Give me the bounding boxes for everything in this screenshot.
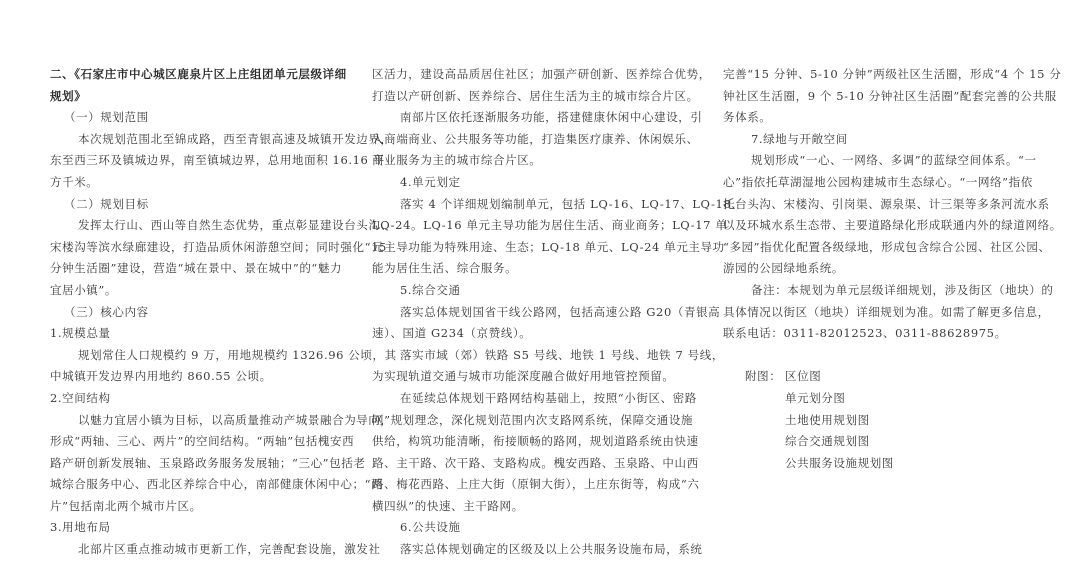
text-line: 入商端商业、公共服务等功能，打造集医疗康养、休闲娱乐、: [372, 131, 699, 146]
text-line: “多园”指优化配置各级绿地，形成包含综合公园、社区公园、: [723, 239, 1051, 254]
text-line: 路、主干路、次干路、支路构成。槐安西路、玉泉路、中山西: [372, 455, 699, 470]
remark-line: 具体情况以街区（地块）详细规划为准。如需了解更多信息，: [723, 304, 1050, 319]
text-line: 落实 4 个详细规划编制单元，包括 LQ-16、LQ-17、LQ-18、: [400, 196, 744, 211]
text-line: 元主导功能为特殊用途、生态；LQ-18 单元、LQ-24 单元主导功: [372, 239, 725, 254]
text-line: 片”包括南北两个城市片区。: [50, 498, 202, 513]
text-line: 横四纵”的快速、主干路网。: [372, 498, 524, 513]
appendix-item: 土地使用规划图: [785, 412, 870, 427]
subheading-goal: （二）规划目标: [64, 196, 149, 211]
text-line: 南部片区依托逐渐服务功能，搭建健康休闲中心建设，引: [400, 110, 703, 125]
text-line: 为实现轨道交通与城市功能深度融合做好用地管控预留。: [372, 369, 675, 384]
spacer: [723, 345, 1058, 367]
subheading-scope: （一）规划范围: [64, 110, 149, 125]
text-line: 打造以产研创新、医养综合、居住生活为主的城市综合片区。: [372, 88, 699, 103]
text-line: 能为居住生活、综合服务。: [372, 261, 518, 276]
appendix-row: [723, 366, 1058, 388]
item-heading: 7.绿地与开敞空间: [751, 131, 848, 146]
text-line: 规划常住人口规模约 9 万，用地规模约 1326.96 公顷，其: [78, 347, 397, 362]
item-heading: 6.公共设施: [400, 520, 461, 535]
item-heading: 1.规模总量: [50, 326, 111, 341]
text-line: 宋楼沟等滨水绿廊建设，打造品质休闲游憩空间；同时强化“15: [50, 239, 387, 254]
text-line: 落实市域（郊）铁路 S5 号线、地铁 1 号线、地铁 7 号线，: [400, 347, 724, 362]
item-heading: 5.综合交通: [400, 282, 461, 297]
text-line: 路、梅花西路、上庄大街（原铜大街），上庄东街等，构成“六: [372, 477, 700, 492]
text-line: 发挥太行山、西山等自然生态优势，重点彰显建设台头沟、: [78, 218, 393, 233]
text-line: 务体系。: [723, 110, 772, 125]
item-heading: 3.用地布局: [50, 520, 111, 535]
appendix-item: 区位图: [785, 369, 822, 384]
text-line: 北部片区重点推动城市更新工作，完善配套设施，激发社: [78, 542, 381, 557]
text-line: 游园的公园绿地系统。: [723, 261, 844, 276]
text-line: 完善“15 分钟、5-10 分钟”两级社区生活圈，形成“4 个 15 分: [723, 67, 1062, 81]
text-line: 在延续总体规划干路网结构基础上，按照“小街区、密路: [400, 390, 697, 405]
text-line: 落实总体规划确定的区级及以上公共服务设施布局，系统: [400, 542, 703, 557]
text-line: 心”指依托草湖湿地公园构建城市生态绿心。“一网络”指依: [723, 174, 1033, 189]
text-line: 钟社区生活圈，9 个 5-10 分钟社区生活圈”配套完善的公共服: [723, 88, 1057, 103]
text-line: 中城镇开发边界内用地约 860.55 公顷。: [50, 369, 272, 384]
item-heading: 4.单元划定: [400, 174, 461, 189]
appendix-item: 单元划分图: [785, 390, 846, 405]
appendix-list: [723, 366, 1058, 474]
text-line: 规划形成“一心、一网络、多调”的蓝绿空间体系。“一: [751, 153, 1037, 168]
remark-line: 备注：本规划为单元层级详细规划，涉及街区（地块）的: [751, 282, 1054, 297]
text-line: 以及环城水系生态带、主要道路绿化形成联通内外的绿道网络。: [723, 218, 1062, 233]
section-title-cont: 规划》: [50, 88, 87, 103]
appendix-item: 综合交通规划图: [785, 434, 870, 449]
text-line: 形成“两轴、三心、两片”的空间结构。“两轴”包括槐安西: [50, 434, 355, 449]
text-line: 分钟生活圈”建设，营造“城在景中、景在城中”的“魅力: [50, 261, 343, 276]
text-line: 落实总体规划国省干线公路网，包括高速公路 G20（青银高: [400, 304, 721, 319]
section-title: 二、《石家庄市中心城区鹿泉片区上庄组团单元层级详细: [50, 67, 347, 81]
text-line: 城综合服务中心、西北区养综合中心，南部健康休闲中心；“两: [50, 477, 384, 492]
text-line: 东至西三环及镇城边界，南至镇城边界，总用地面积 16.16 平: [50, 153, 385, 168]
text-line: 宜居小镇”。: [50, 282, 117, 297]
text-line: 商业服务为主的城市综合片区。: [372, 153, 542, 168]
text-line: 供给，构筑功能清晰，衔接顺畅的路网，规划道路系统由快速: [372, 434, 699, 449]
text-line: 路产研创新发展轴、玉泉路政务服务发展轴；“三心”包括老: [50, 455, 366, 470]
text-column-middle: [372, 64, 744, 561]
item-heading: 2.空间结构: [50, 390, 111, 405]
text-line: 方千米。: [50, 174, 99, 189]
text-line: 本次规划范围北至锦成路，西至青银高速及城镇开发边界，: [78, 131, 393, 146]
appendix-item: 公共服务设施规划图: [785, 455, 894, 470]
text-line: LQ-24。LQ-16 单元主导功能为居住生活、商业商务；LQ-17 单: [372, 218, 728, 233]
contact-phone: 联系电话：0311-82012523、0311-88628975。: [723, 326, 1007, 341]
appendix-label: 附图：: [745, 369, 782, 384]
text-line: 以魅力宜居小镇为目标，以高质量推动产城景融合为导向，: [78, 412, 393, 427]
subheading-core: （三）核心内容: [64, 304, 149, 319]
text-line: 区活力，建设高品质居住社区；加强产研创新、医养综合优势，: [372, 67, 711, 81]
text-line: 网”规划理念，深化规划范围内次支路网系统，保障交通设施: [372, 412, 694, 427]
text-column-left: [50, 64, 397, 561]
text-line: 速）、国道 G234（京赞线）。: [372, 326, 532, 341]
text-line: 托台头沟、宋楼沟、引岗渠、源泉渠、计三渠等多条河流水系: [723, 196, 1050, 211]
text-column-right: [723, 64, 1062, 474]
